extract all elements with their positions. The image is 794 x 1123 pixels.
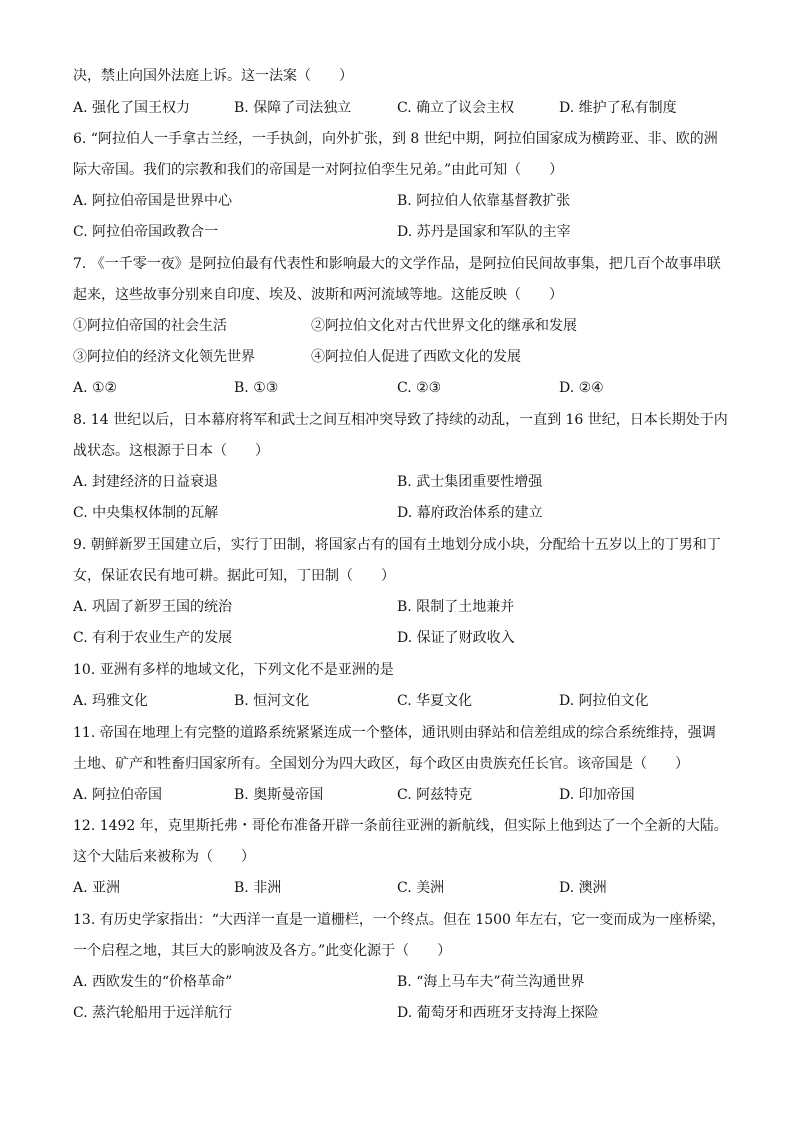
q8-stem-line-2: 战状态。这根源于日本（ ） <box>73 443 269 459</box>
q11-stem-line-1: 11. 帝国在地理上有完整的道路系统紧紧连成一个整体，通讯则由驿站和信差组成的综合系统维持，强调 <box>73 725 716 741</box>
q9-option-a[interactable]: A. 巩固了新罗王国的统治 <box>73 599 233 615</box>
q13-option-d[interactable]: D. 葡萄牙和西班牙支持海上探险 <box>397 1005 599 1021</box>
q9-option-c[interactable]: C. 有利于农业生产的发展 <box>73 630 233 646</box>
q10-option-a[interactable]: A. 玛雅文化 <box>73 693 149 709</box>
q5-stem-tail: 决，禁止向国外法庭上诉。这一法案（ ） <box>73 68 353 84</box>
q5-option-b[interactable]: B. 保障了司法独立 <box>234 100 352 116</box>
q6-stem-line-2: 际大帝国。我们的宗教和我们的帝国是一对阿拉伯孪生兄弟。”由此可知（ ） <box>73 162 564 178</box>
q7-statement-4: ④阿拉伯人促进了西欧文化的发展 <box>311 349 521 365</box>
q7-statement-3: ③阿拉伯的经济文化领先世界 <box>73 349 255 365</box>
q12-option-d[interactable]: D. 澳洲 <box>559 880 607 896</box>
q12-option-a[interactable]: A. 亚洲 <box>73 880 121 896</box>
q11-option-d[interactable]: D. 印加帝国 <box>559 787 635 803</box>
q11-option-b[interactable]: B. 奥斯曼帝国 <box>234 787 324 803</box>
q7-statement-2: ②阿拉伯文化对古代世界文化的继承和发展 <box>311 318 577 334</box>
q7-stem-line-1: 7. 《一千零一夜》是阿拉伯最有代表性和影响最大的文学作品，是阿拉伯民间故事集，把几百个故事串联 <box>73 256 721 272</box>
q7-option-c[interactable]: C. ②③ <box>397 380 442 396</box>
q8-stem-line-1: 8. 14 世纪以后，日本幕府将军和武士之间互相冲突导致了持续的动乱，一直到 16 世纪，日本长期处于内 <box>73 412 728 428</box>
q6-option-a[interactable]: A. 阿拉伯帝国是世界中心 <box>73 193 233 209</box>
q9-stem-line-2: 女，保证农民有地可耕。据此可知，丁田制（ ） <box>73 568 395 584</box>
q8-option-c[interactable]: C. 中央集权体制的瓦解 <box>73 505 219 521</box>
q6-option-d[interactable]: D. 苏丹是国家和军队的主宰 <box>397 224 571 240</box>
q10-stem-line-1: 10. 亚洲有多样的地域文化，下列文化不是亚洲的是 <box>73 662 394 678</box>
q5-option-a[interactable]: A. 强化了国王权力 <box>73 100 191 116</box>
q10-option-b[interactable]: B. 恒河文化 <box>234 693 310 709</box>
q9-option-d[interactable]: D. 保证了财政收入 <box>397 630 515 646</box>
q12-option-c[interactable]: C. 美洲 <box>397 880 445 896</box>
q13-option-a[interactable]: A. 西欧发生的“价格革命” <box>73 974 233 990</box>
q8-option-b[interactable]: B. 武士集团重要性增强 <box>397 474 543 490</box>
q8-option-d[interactable]: D. 幕府政治体系的建立 <box>397 505 543 521</box>
q12-stem-line-1: 12. 1492 年，克里斯托弗・哥伦布准备开辟一条前往亚洲的新航线，但实际上他到达了一个全新的大陆。 <box>73 818 728 834</box>
q6-stem-line-1: 6. “阿拉伯人一手拿古兰经，一手执剑，向外扩张，到 8 世纪中期，阿拉伯国家成为横跨亚、非、欧的洲 <box>73 131 718 147</box>
q12-stem-line-2: 这个大陆后来被称为（ ） <box>73 849 255 865</box>
q6-option-b[interactable]: B. 阿拉伯人依靠基督教扩张 <box>397 193 571 209</box>
q6-option-c[interactable]: C. 阿拉伯帝国政教合一 <box>73 224 219 240</box>
q13-option-c[interactable]: C. 蒸汽轮船用于远洋航行 <box>73 1005 233 1021</box>
q5-option-d[interactable]: D. 维护了私有制度 <box>559 100 677 116</box>
q8-option-a[interactable]: A. 封建经济的日益衰退 <box>73 474 219 490</box>
q7-statement-1: ①阿拉伯帝国的社会生活 <box>73 318 227 334</box>
q13-option-b[interactable]: B. “海上马车夫”荷兰沟通世界 <box>397 974 585 990</box>
q7-option-d[interactable]: D. ②④ <box>559 380 604 396</box>
q7-option-b[interactable]: B. ①③ <box>234 380 279 396</box>
q11-option-c[interactable]: C. 阿兹特克 <box>397 787 473 803</box>
q10-option-d[interactable]: D. 阿拉伯文化 <box>559 693 649 709</box>
q10-option-c[interactable]: C. 华夏文化 <box>397 693 473 709</box>
q9-stem-line-1: 9. 朝鲜新罗王国建立后，实行丁田制，将国家占有的国有土地划分成小块，分配给十五岁以上的丁男和丁 <box>73 537 721 553</box>
q11-stem-line-2: 土地、矿产和牲畜归国家所有。全国划分为四大政区，每个政区由贵族充任长官。该帝国是（ ） <box>73 756 689 772</box>
q9-option-b[interactable]: B. 限制了土地兼并 <box>397 599 515 615</box>
q7-option-a[interactable]: A. ①② <box>73 380 118 396</box>
q11-option-a[interactable]: A. 阿拉伯帝国 <box>73 787 163 803</box>
q13-stem-line-2: 一个启程之地，其巨大的影响波及各方。”此变化源于（ ） <box>73 943 452 959</box>
q7-stem-line-2: 起来，这些故事分别来自印度、埃及、波斯和两河流域等地。这能反映（ ） <box>73 287 563 303</box>
q12-option-b[interactable]: B. 非洲 <box>234 880 282 896</box>
q13-stem-line-1: 13. 有历史学家指出：“大西洋一直是一道栅栏，一个终点。但在 1500 年左右，它一变而成为一座桥梁， <box>73 912 726 928</box>
q5-option-c[interactable]: C. 确立了议会主权 <box>397 100 515 116</box>
